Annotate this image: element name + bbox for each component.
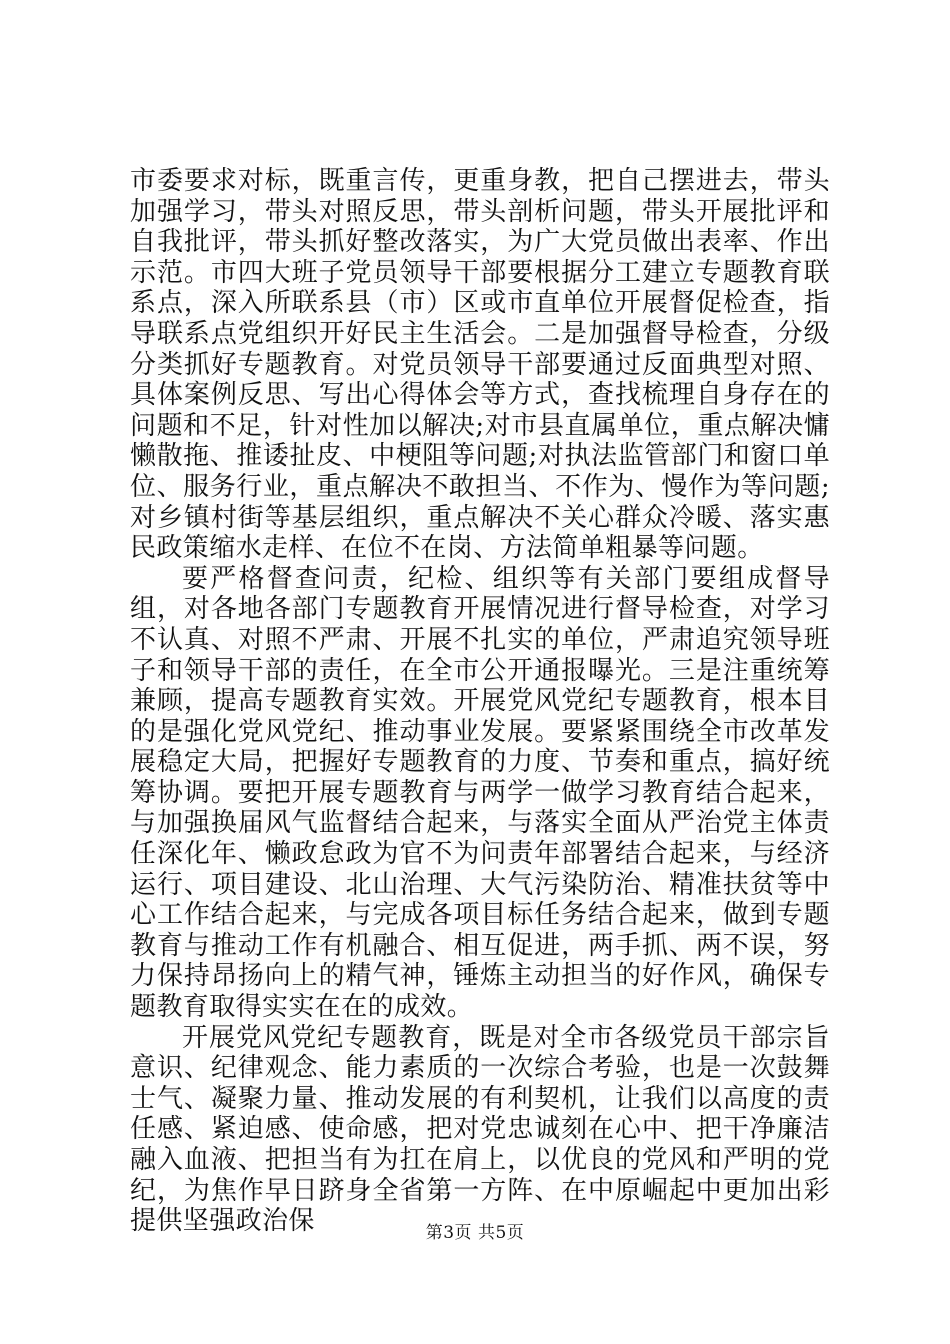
document-body bbox=[130, 166, 830, 1237]
paragraph-3: 开展党风党纪专题教育，既是对全市各级党员干部宗旨意识、纪律观念、能力素质的一次综合考验，也是一次鼓舞士气、凝聚力量、推动发展的有利契机，让我们以高度的责任感、紧迫感、使命感，把对党忠诚刻在心中、把干净廉洁融入血液、把担当有为扛在肩上，以优良的党风和严明的党纪，为焦作早日跻身全省第一方阵、在中原崛起中更加出彩提供坚强政治保 bbox=[130, 1022, 830, 1237]
paragraph-1: 市委要求对标，既重言传，更重身教，把自己摆进去，带头加强学习，带头对照反思，带头剖析问题，带头开展批评和自我批评，带头抓好整改落实，为广大党员做出表率、作出示范。市四大班子党员领导干部要根据分工建立专题教育联系点，深入所联系县（市）区或市直单位开展督促检查，指导联系点党组织开好民主生活会。二是加强督导检查，分级分类抓好专题教育。对党员领导干部要通过反面典型对照、具体案例反思、写出心得体会等方式，查找梳理自身存在的问题和不足，针对性加以解决;对市县直属单位，重点解决慵懒散拖、推诿扯皮、中梗阻等问题;对执法监管部门和窗口单位、服务行业，重点解决不敢担当、不作为、慢作为等问题;对乡镇村街等基层组织，重点解决不关心群众冷暖、落实惠民政策缩水走样、在位不在岗、方法简单粗暴等问题。 bbox=[130, 166, 830, 564]
paragraph-2: 要严格督查问责，纪检、组织等有关部门要组成督导组，对各地各部门专题教育开展情况进行督导检查，对学习不认真、对照不严肃、开展不扎实的单位，严肃追究领导班子和领导干部的责任，在全市公开通报曝光。三是注重统筹兼顾，提高专题教育实效。开展党风党纪专题教育，根本目的是强化党风党纪、推动事业发展。要紧紧围绕全市改革发展稳定大局，把握好专题教育的力度、节奏和重点，搞好统筹协调。要把开展专题教育与两学一做学习教育结合起来，与加强换届风气监督结合起来，与落实全面从严治党主体责任深化年、懒政怠政为官不为问责年部署结合起来，与经济运行、项目建设、北山治理、大气污染防治、精准扶贫等中心工作结合起来，与完成各项目标任务结合起来，做到专题教育与推动工作有机融合、相互促进，两手抓、两不误，努力保持昂扬向上的精气神，锤炼主动担当的好作风，确保专题教育取得实实在在的成效。 bbox=[130, 563, 830, 1023]
page-footer: 第3页 共5页 bbox=[425, 1223, 525, 1243]
